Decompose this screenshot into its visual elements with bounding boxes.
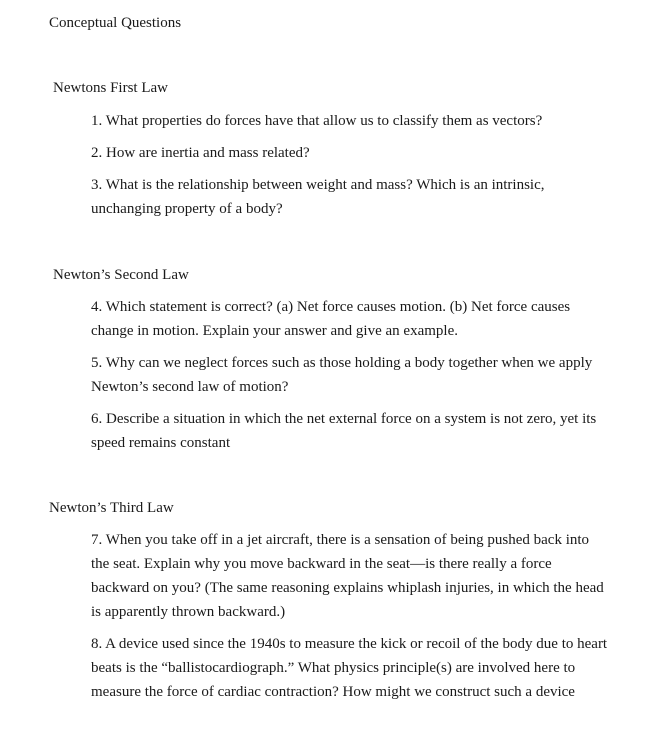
question-3: 3. What is the relationship between weight and mass? Which is an intrinsic, unchanging property of a body? <box>91 177 545 217</box>
question-8: 8. A device used since the 1940s to measure the kick or recoil of the body due to heart beats is the “ballistocardiograph.” What physics principle(s) are involved here to measure the force of cardiac contraction? How might we construct such a device <box>91 636 608 700</box>
section-heading-third-law: Newton’s Third Law <box>49 500 174 516</box>
question-5: 5. Why can we neglect forces such as those holding a body together when we apply Newton’s second law of motion? <box>91 355 593 395</box>
section-heading-second-law: Newton’s Second Law <box>53 267 189 283</box>
question-4: 4. Which statement is correct? (a) Net force causes motion. (b) Net force causes change in motion. Explain your answer and give an example. <box>91 299 571 339</box>
document-title: Conceptual Questions <box>49 15 182 31</box>
question-1: 1. What properties do forces have that allow us to classify them as vectors? <box>91 113 543 129</box>
question-2: 2. How are inertia and mass related? <box>91 145 310 161</box>
question-7: 7. When you take off in a jet aircraft, there is a sensation of being pushed back into the seat. Explain why you move backward in the seat—is there really a force backward on you? (The same reasoning explains whiplash injuries, in which the head is apparently thrown backward.) <box>91 532 604 620</box>
question-6: 6. Describe a situation in which the net external force on a system is not zero, yet its speed remains constant <box>91 411 597 451</box>
section-heading-first-law: Newtons First Law <box>53 80 168 96</box>
